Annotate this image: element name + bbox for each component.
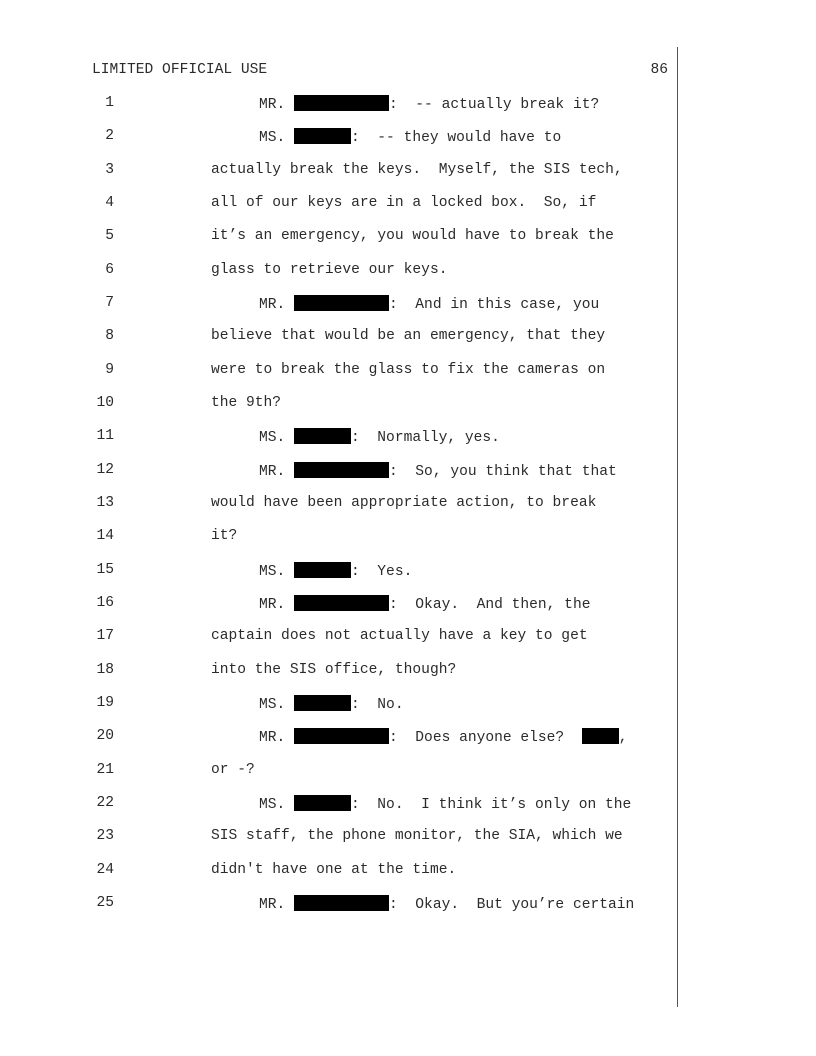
transcript-line-3 — [0, 162, 676, 182]
line-number: 13 — [96, 495, 114, 511]
line-content: : Okay. And then, the — [389, 597, 591, 613]
line-number: 22 — [96, 795, 114, 811]
line-content: glass to retrieve our keys. — [211, 262, 448, 278]
line-number: 4 — [105, 195, 114, 211]
line-number: 24 — [96, 862, 114, 878]
line-content: believe that would be an emergency, that they — [211, 328, 606, 344]
redaction-bar — [294, 728, 389, 744]
speaker-prefix: MS. — [259, 430, 295, 446]
transcript-line-5 — [0, 228, 676, 248]
transcript-line-4 — [0, 195, 676, 215]
line-text — [259, 595, 590, 613]
transcript-line-6 — [0, 262, 676, 282]
line-content: it? — [211, 528, 238, 544]
line-content: into the SIS office, though? — [211, 662, 457, 678]
line-content: : Yes. — [351, 564, 413, 580]
line-text — [259, 562, 412, 580]
line-number: 3 — [105, 162, 114, 178]
line-text — [259, 95, 599, 113]
line-number: 21 — [96, 762, 114, 778]
speaker-prefix: MS. — [259, 564, 295, 580]
speaker-prefix: MR. — [259, 464, 295, 480]
transcript-line-15 — [0, 562, 676, 582]
line-number: 20 — [96, 728, 114, 744]
speaker-prefix: MR. — [259, 730, 295, 746]
line-content: : And in this case, you — [389, 297, 600, 313]
line-number: 12 — [96, 462, 114, 478]
redaction-bar — [582, 728, 619, 744]
line-number: 14 — [96, 528, 114, 544]
line-content: captain does not actually have a key to get — [211, 628, 588, 644]
line-number: 16 — [96, 595, 114, 611]
redaction-bar — [294, 95, 389, 111]
line-content: actually break the keys. Myself, the SIS tech, — [211, 162, 623, 178]
transcript-line-19 — [0, 695, 676, 715]
line-content: : -- they would have to — [351, 130, 562, 146]
redaction-bar — [294, 695, 351, 711]
transcript-line-16 — [0, 595, 676, 615]
speaker-prefix: MR. — [259, 97, 295, 113]
line-number: 17 — [96, 628, 114, 644]
line-content: the 9th? — [211, 395, 282, 411]
line-text — [259, 695, 404, 713]
line-number: 2 — [105, 128, 114, 144]
redaction-bar — [294, 595, 389, 611]
line-text — [259, 295, 599, 313]
transcript-line-22 — [0, 795, 676, 815]
line-content: : Okay. But you’re certain — [389, 897, 635, 913]
page-header — [92, 62, 668, 80]
speaker-prefix: MR. — [259, 897, 295, 913]
redaction-bar — [294, 128, 351, 144]
line-number: 1 — [105, 95, 114, 111]
redaction-bar — [294, 295, 389, 311]
line-number: 5 — [105, 228, 114, 244]
redaction-bar — [294, 462, 389, 478]
transcript-line-9 — [0, 362, 676, 382]
speaker-prefix: MS. — [259, 697, 295, 713]
transcript-line-8 — [0, 328, 676, 348]
transcript-line-24 — [0, 862, 676, 882]
line-text — [259, 895, 634, 913]
line-tail: , — [618, 730, 628, 746]
line-content: : No. I think it’s only on the — [351, 797, 632, 813]
transcript-line-21 — [0, 762, 676, 782]
header-classification: LIMITED OFFICIAL USE — [92, 62, 268, 78]
transcript-line-13 — [0, 495, 676, 515]
transcript-line-10 — [0, 395, 676, 415]
speaker-prefix: MS. — [259, 130, 295, 146]
redaction-bar — [294, 895, 389, 911]
line-text — [259, 462, 617, 480]
speaker-prefix: MR. — [259, 597, 295, 613]
line-text — [259, 428, 500, 446]
line-content: : -- actually break it? — [389, 97, 600, 113]
line-content: it’s an emergency, you would have to break the — [211, 228, 614, 244]
line-content: were to break the glass to fix the cameras on — [211, 362, 606, 378]
line-content: : So, you think that that — [389, 464, 617, 480]
line-number: 9 — [105, 362, 114, 378]
line-content: : Normally, yes. — [351, 430, 500, 446]
line-number: 23 — [96, 828, 114, 844]
line-number: 15 — [96, 562, 114, 578]
line-number: 25 — [96, 895, 114, 911]
line-content: would have been appropriate action, to break — [211, 495, 597, 511]
line-number: 10 — [96, 395, 114, 411]
speaker-prefix: MR. — [259, 297, 295, 313]
redaction-bar — [294, 428, 351, 444]
line-number: 18 — [96, 662, 114, 678]
transcript-line-11 — [0, 428, 676, 448]
transcript-line-17 — [0, 628, 676, 648]
line-number: 11 — [96, 428, 114, 444]
transcript-line-12 — [0, 462, 676, 482]
transcript-line-20 — [0, 728, 676, 748]
line-content: : No. — [351, 697, 404, 713]
margin-rule — [677, 47, 678, 1007]
page-number: 86 — [650, 62, 668, 78]
line-text — [259, 728, 627, 746]
line-content: or -? — [211, 762, 255, 778]
transcript-line-14 — [0, 528, 676, 548]
line-content: : Does anyone else? — [389, 730, 582, 746]
transcript-line-18 — [0, 662, 676, 682]
line-content: didn't have one at the time. — [211, 862, 457, 878]
line-number: 6 — [105, 262, 114, 278]
line-content: all of our keys are in a locked box. So, if — [211, 195, 597, 211]
line-number: 8 — [105, 328, 114, 344]
speaker-prefix: MS. — [259, 797, 295, 813]
transcript-line-1 — [0, 95, 676, 115]
transcript-line-7 — [0, 295, 676, 315]
redaction-bar — [294, 795, 351, 811]
transcript-line-23 — [0, 828, 676, 848]
line-text — [259, 128, 561, 146]
transcript-line-25 — [0, 895, 676, 915]
line-content: SIS staff, the phone monitor, the SIA, which we — [211, 828, 623, 844]
line-text — [259, 795, 631, 813]
transcript-line-2 — [0, 128, 676, 148]
line-number: 7 — [105, 295, 114, 311]
redaction-bar — [294, 562, 351, 578]
line-number: 19 — [96, 695, 114, 711]
